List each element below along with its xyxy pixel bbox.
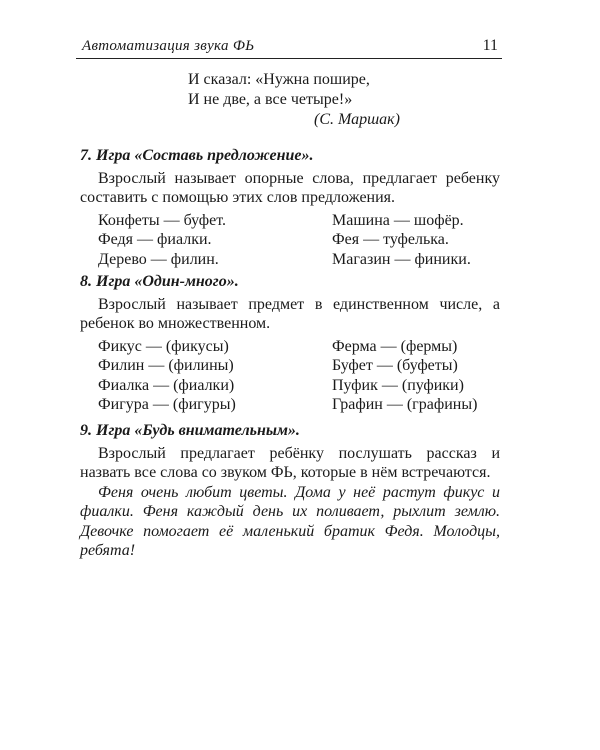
word-pair: Филин — (филины): [98, 357, 234, 374]
section-instructions: Взрослый называет предмет в единственном числе, а ребенок во множественном.: [80, 295, 500, 332]
word-pair: Пуфик — (пуфики): [332, 376, 464, 394]
running-header: [76, 36, 502, 59]
game-9-section: [80, 421, 500, 561]
story-text: Феня очень любит цветы. Дома у неё растут фикус и фиалки. Феня каждый день их поливает, рыхлит землю. Девочке помогает её маленький братик Федя. Молодцы, ребята!: [80, 483, 500, 559]
word-pair: Ферма — (фермы): [332, 337, 458, 355]
word-pair: Фиалка — (фиалки): [98, 376, 235, 394]
poem-author: (С. Маршак): [314, 111, 400, 128]
word-pair: Машина — шофёр.: [332, 211, 464, 229]
poem-quote: [188, 70, 400, 130]
section-heading: 9. Игра «Будь внимательным».: [80, 422, 300, 439]
page-number: 11: [482, 37, 498, 54]
word-pairs: [80, 211, 500, 270]
section-instructions: Взрослый предлагает ребёнку послушать рассказ и назвать все слова со звуком ФЬ, которые в нём встречаются.: [80, 444, 500, 481]
word-pair: Фея — туфелька.: [332, 231, 449, 248]
word-pair: Магазин — финики.: [332, 250, 471, 268]
word-pair: Графин — (графины): [332, 396, 478, 413]
section-heading: 7. Игра «Составь предложение».: [80, 147, 314, 164]
poem-line: И не две, а все четыре!»: [188, 91, 353, 108]
section-instructions: Взрослый называет опорные слова, предлагает ребенку составить с помощью этих слов предложения.: [80, 169, 500, 206]
game-8-section: [80, 272, 500, 415]
word-pair: Дерево — филин.: [98, 250, 219, 268]
word-pair: Федя — фиалки.: [98, 231, 212, 248]
word-pair: Конфеты — буфет.: [98, 211, 227, 229]
word-pair: Буфет — (буфеты): [332, 357, 458, 374]
word-pairs: [80, 337, 500, 415]
section-heading: 8. Игра «Один-много».: [80, 273, 239, 290]
word-pair: Фикус — (фикусы): [98, 337, 229, 355]
game-7-section: [80, 146, 500, 269]
word-pair: Фигура — (фигуры): [98, 396, 236, 413]
poem-line: И сказал: «Нужна пошире,: [188, 71, 370, 88]
chapter-title: Автоматизация звука ФЬ: [82, 38, 255, 54]
